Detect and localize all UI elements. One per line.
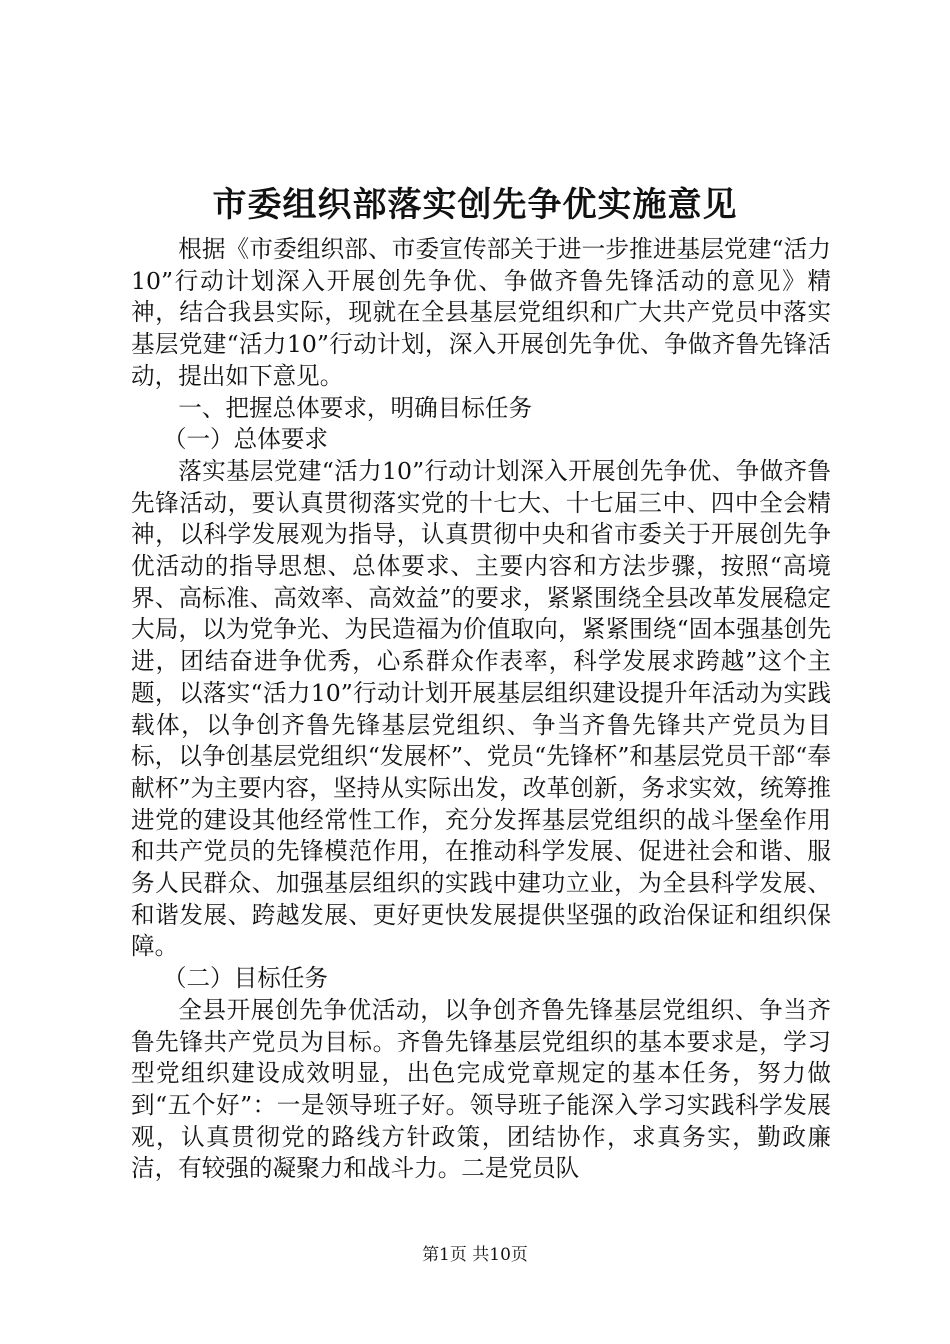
page-number: 第1页	[422, 1245, 467, 1265]
document-body	[131, 234, 831, 1185]
page-total: 共10页	[472, 1245, 528, 1265]
subsection-heading-goals: （二）目标任务	[162, 964, 329, 993]
document-title: 市委组织部落实创先争优实施意见	[212, 185, 738, 225]
page-footer	[0, 1243, 950, 1267]
section-heading: 一、把握总体要求，明确目标任务	[178, 393, 533, 422]
general-requirements-paragraph: 落实基层党建“活力10”行动计划深入开展创先争优、争做齐鲁先锋活动，要认真贯彻落实党的十七大、十七届三中、四中全会精神，以科学发展观为指导，认真贯彻中央和省市委关于开展创先争优活动的指导思想、总体要求、主要内容和方法步骤，按照“高境界、高标准、高效率、高效益”的要求，紧紧围绕全县改革发展稳定大局，以为党争光、为民造福为价值取向，紧紧围绕“固本强基创先进，团结奋进争优秀，心系群众作表率，科学发展求跨越”这个主题，以落实“活力10”行动计划开展基层组织建设提升年活动为实践载体，以争创齐鲁先锋基层党组织、争当齐鲁先锋共产党员为目标，以争创基层党组织“发展杯”、党员“先锋杯”和基层党员干部“奉献杯”为主要内容，坚持从实际出发，改革创新，务求实效，统筹推进党的建设其他经常性工作，充分发挥基层党组织的战斗堡垒作用和共产党员的先锋模范作用，在推动科学发展、促进社会和谐、服务人民群众、加强基层组织的实践中建功立业，为全县科学发展、和谐发展、跨越发展、更好更快发展提供坚强的政治保证和组织保障。	[131, 456, 831, 961]
subsection-heading-general: （一）总体要求	[162, 425, 329, 454]
intro-paragraph: 根据《市委组织部、市委宣传部关于进一步推进基层党建“活力10”行动计划深入开展创先争优、争做齐鲁先锋活动的意见》精神，结合我县实际，现就在全县基层党组织和广大共产党员中落实基层党建“活力10”行动计划，深入开展创先争优、争做齐鲁先锋活动，提出如下意见。	[131, 235, 831, 390]
goals-paragraph: 全县开展创先争优活动，以争创齐鲁先锋基层党组织、争当齐鲁先锋共产党员为目标。齐鲁先锋基层党组织的基本要求是，学习型党组织建设成效明显，出色完成党章规定的基本任务，努力做到“五个好”：一是领导班子好。领导班子能深入学习实践科学发展观，认真贯彻党的路线方针政策，团结协作，求真务实，勤政廉洁，有较强的凝聚力和战斗力。二是党员队	[131, 995, 831, 1183]
